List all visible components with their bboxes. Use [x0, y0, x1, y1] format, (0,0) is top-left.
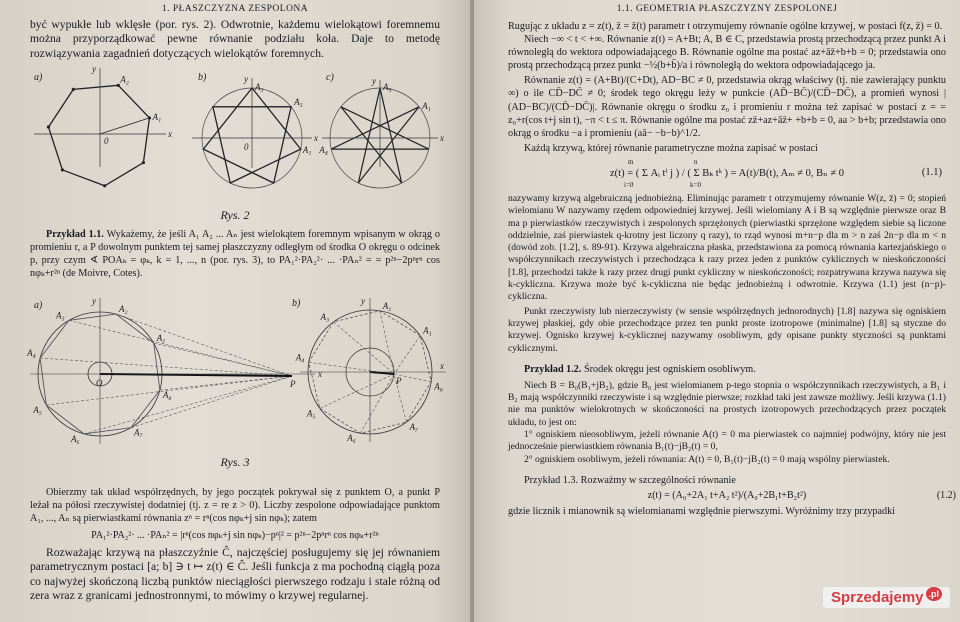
fig3b-segment	[394, 336, 420, 374]
fig3b-a6: A₆	[347, 433, 356, 444]
fig3b-tag: b)	[292, 298, 301, 309]
fig2c-y-label: y	[372, 76, 376, 86]
example-1-3	[508, 474, 946, 487]
fig3a-a6: A₆	[70, 433, 80, 444]
fig2a-vertex	[103, 184, 106, 187]
figure-2	[30, 64, 444, 202]
fig2a-x-label: x	[168, 129, 172, 139]
right-p1: Rugując z układu z = z(t), z̄ = z̄(t) parametr t otrzymujemy równanie ogólne krzywej, w postaci f(z, z̄) = 0.	[508, 21, 943, 32]
watermark-suffix: .pl	[926, 587, 943, 601]
fig3a-O: O	[96, 378, 103, 388]
fig2a-y-label: y	[92, 64, 96, 74]
left-page	[0, 0, 470, 622]
fig3a-a4: A₄	[27, 347, 36, 358]
fig2b-tag: b)	[198, 72, 207, 83]
fig2b-origin: 0	[244, 142, 249, 152]
right-p3: Równanie z(t) = (A+Bt)/(C+Dt), AD−BC ≠ 0, przedstawia okrąg właściwy (tj. nie zawierający punktu ∞) o ile CD̄−DC̄ ≠ 0; środek tego okręgu leży w punkcie (AD̄−BC̄)/(CD̄−DC̄), a promień wynosi |(AD−BC)/(CD̄−DC̄)|. Równanie okręgu o środku z₀ i promieniu r można też zapisać w postaci z = = z₀+r(cos t+j sin t), −π < t ≤ π. Równanie ogólne ma postać zz̄+az+āz̄+ +b+b = 0, aa > b+b; przedstawia ono okrąg o środku −a i promieniu (aā− −b−b)^1/2.	[508, 75, 946, 139]
example-1-2	[508, 363, 946, 376]
fig3a-a7: A₇	[134, 427, 143, 438]
fig2c-x-label: x	[440, 133, 444, 143]
fig2a-vertex	[72, 88, 75, 91]
right-p4: Każdą krzywą, której równanie parametryczne można zapisać w postaci	[524, 142, 818, 154]
right-p2: Niech −∞ < t < +∞. Równanie z(t) = A+Bt; A, B ∈ C, przedstawia prostą przechodzącą przez punkt A i równoległą do wektora odpowiadającego B. Równanie ogólne ma postać az+āz̄+b+b = 0; przedstawia ono prostą przechodzącą przez punkt −½(b+b̄)/a i równoległą do wektora odpowiadającego ja.	[508, 34, 946, 72]
right-p6: Punkt rzeczywisty lub nierzeczywisty (w sensie współrzędnych jednorodnych) [1.8] nazywa się ogniskiem krzywej płaskiej, gdy obie przechodzące przez ten punkt proste izotropowe (minimalne) [1.8] są styczne do krzywej. Ognisko krzywej k-cyklicznej nazywamy osobliwym, gdy opisane punkty styczności są punktami cyklicznymi.	[508, 305, 946, 354]
equation-1-1-sum-upper-n: n	[694, 157, 698, 166]
right-last-line: gdzie licznik i mianownik są wielomianami względnie pierwszymi. Wyróżnimy trzy przypadki	[508, 506, 896, 518]
equation-1-2	[508, 490, 956, 502]
fig2a-A2: A₂	[120, 74, 129, 85]
fig3a-segment	[69, 320, 292, 376]
fig3a-segment	[84, 376, 292, 434]
example-1-1-title: Przykład 1.1.	[46, 229, 104, 240]
equation-1-2-body: z(t) = (A₀+2A₁ t+A₂ t²)/(A₀+2B₁t+B₂t²)	[647, 490, 807, 502]
fig3a-segment	[154, 343, 292, 376]
fig3b-a3: A₃	[320, 311, 330, 322]
equation-1-1-sum-upper-m: m	[628, 157, 634, 166]
fig3b-a5: A₅	[306, 408, 316, 419]
fig3a-tag: a)	[34, 300, 43, 311]
fig3a-a1: A₁	[156, 333, 166, 343]
right-p7: Niech B = B₀(B₁+jB₂), gdzie B₀ jest wielomianem p-tego stopnia o współczynnikach rzeczywistych, a B₁ i B₂ mają współczynniki rzeczywiste i są względnie pierwsze; rozkład taki jest zawsze możliwy. Jeśli krzywa (1.1) nie ma punktów wielokrotnych w skończoności na prostych izotropowych przechodzących przez początek układu, to jest on:	[508, 379, 946, 428]
fig3b-y-label: y	[361, 296, 365, 306]
fig3b-segment	[320, 374, 394, 408]
fig3b-segment	[360, 374, 394, 433]
equation-1-1-sum-lower-k: k=0	[690, 180, 701, 189]
fig2b-A1: A₁	[302, 145, 312, 156]
equation-1-1-sum-lower-i: i=0	[624, 180, 634, 189]
fig3a-x-label: x	[318, 369, 322, 379]
fig2a-vertex	[148, 116, 151, 119]
right-p9: 2° ogniskiem osobliwym, jeżeli równania: A(t) = 0, B₁(t)−jB₂(t) = 0 mają wspólny pierwiastek.	[524, 453, 890, 465]
sprzedajemy-watermark	[823, 587, 950, 608]
fig2-caption: Rys. 2	[220, 208, 250, 222]
right-page	[474, 0, 960, 622]
example-1-1-text: Wykażemy, że jeśli A₁ A₂ ... Aₙ jest wielokątem foremnym wpisanym w okrąg o promieniu r, a P dowolnym punktem tej samej płaszczyzny odległym od środka O okręgu o odcinek p, przy czym ∢ POAₖ = φₖ, k = 1, ..., n (por. rys. 3), to PA₁²·PA₂²· ... ·PAₙ² = = p²ⁿ−2pⁿrⁿ cos nφₖ+r²ⁿ (de Moivre, Cotes).	[30, 229, 440, 280]
left-formula: PA₁²·PA₂²· ... ·PAₙ² = |rⁿ(cos nφₖ+j sin nφₖ)−pⁿ|² = p²ⁿ−2pⁿrⁿ cos nφₖ+r²ⁿ	[91, 530, 379, 541]
fig3a-P: P	[290, 379, 296, 389]
fig2c-A1: A₁	[422, 100, 431, 111]
example-1-3-title: Przykład 1.3.	[524, 474, 579, 486]
fig2b-y-label: y	[244, 74, 248, 84]
example-1-2-text: Środek okręgu jest ogniskiem osobliwym.	[584, 363, 756, 375]
example-1-2-title: Przykład 1.2.	[524, 363, 582, 375]
fig3b-segment	[380, 311, 394, 374]
fig2a-tag: a)	[34, 72, 43, 83]
fig2a-radius	[100, 118, 149, 134]
fig3a-segment	[116, 314, 292, 376]
fig2c-tag: c)	[326, 72, 334, 83]
example-1-1	[30, 228, 440, 280]
left-para-1: Obierzmy tak układ współrzędnych, by jego początek pokrywał się z punktem O, a punkt P leżał na półosi rzeczywistej dodatniej (tj. z = re z > 0). Liczby zespolone odpowiadające punktom A₁, ..., Aₙ są pierwiastkami równania zⁿ = rⁿ(cos nφₖ+j sin nφₖ); zatem	[30, 487, 440, 525]
example-1-3-text: Rozważmy w szczególności równanie	[580, 474, 736, 486]
fig3a-a5: A₅	[33, 405, 42, 415]
fig2a-vertex	[142, 161, 145, 164]
figure-3	[27, 294, 444, 444]
equation-1-1-number: (1.1)	[921, 166, 942, 178]
right-running-head: 1.1. GEOMETRIA PŁASZCZYZNY ZESPOLONEJ	[616, 4, 838, 14]
equation-1-1	[508, 157, 946, 189]
fig3b-a1: A₁	[423, 325, 432, 336]
fig3b-x-label: x	[440, 361, 444, 371]
right-p8: 1° ogniskiem nieosobliwym, jeżeli równanie A(t) = 0 ma pierwiastek co najmniej podwójny, który nie jest jednocześnie pierwiastkiem równania B₁(t)−jB₂(t) = 0,	[508, 429, 946, 453]
fig2a-origin: 0	[104, 136, 109, 146]
fig2b-A3: A₃	[255, 82, 264, 92]
fig3a-segment	[40, 358, 292, 376]
fig3b-a2: A₂	[382, 300, 392, 311]
fig3-caption: Rys. 3	[220, 455, 250, 469]
fig3a-y-label: y	[92, 296, 96, 306]
fig2a-A1: A₁	[152, 111, 162, 122]
fig2b-x-label: x	[314, 133, 318, 143]
fig3a-a2: A₂	[119, 304, 128, 315]
watermark-text: Sprzedajemy	[830, 589, 924, 606]
fig2c-A5: A₅	[383, 82, 392, 92]
equation-1-2-number: (1.2)	[936, 490, 956, 502]
equation-1-1-body: z(t) = ( Σ Aᵢ tⁱ j ) / ( Σ Bₖ tᵏ ) = A(t)/B(t), Aₘ ≠ 0, Bₙ ≠ 0	[610, 167, 844, 179]
fig3b-a8: A₈	[434, 381, 443, 392]
fig3b-P: P	[396, 376, 402, 386]
right-p5: nazywamy krzywą algebraiczną jednobieżną. Eliminując parametr t otrzymujemy równanie W(z, z̄) = 0; stopień wielomianu W nazywamy rzędem odpowiedniej krzywej. Jeśli wielomiany A i B są względnie pierwsze oraz B ma p pierwiastków rzeczywistych i zespolonych sprzężonych (pierwiastki sprzężone względem siebie są liczone oddzielnie, zaś pierwiastek q-krotny jest liczony q razy), to rząd wynosi m+n−p dla m > n zaś 2n−p dla m < n (dowód zob. [1.2], s. 89-91). Krzywa algebraiczna płaska, przedstawiona za pomocą równania kartezjańskiego o współczynnikach rzeczywistych i przechodząca k razy przez jeden z punktów cyklicznych w nieskończoności [1.8], przechodzi także k razy przez drugi punkt cykliczny w nieskończoności; rozpatrywana krzywa nazywa się k-cykliczna. Krzywa może być k-cykliczna nie będąc jednobieżną i odwrotnie. Krzywa (1.1) jest (n−p)-cykliczna.	[508, 192, 946, 303]
fig3a-segment	[160, 376, 292, 390]
fig2a-vertex	[61, 168, 64, 171]
fig2c-A4: A₄	[319, 145, 328, 156]
fig3a-a8: A₈	[162, 390, 172, 401]
fig3b-segment	[334, 322, 394, 374]
left-para-2: Rozważając krzywą na płaszczyźnie Ĉ, najczęściej posługujemy się jej równaniem parametrycznym postaci [a; b] ∋ t ↦ z(t) ∈ Ĉ. Jeśli funkcja z ma pochodną ciągłą poza co najwyżej skończoną liczbą punktów nieciągłości pierwszego rodzaju i stale różną od zera wraz z granicami jednostronnymi, to mówimy o krzywej regularnej.	[30, 546, 440, 602]
fig2b-A5: A₅	[294, 96, 303, 107]
left-intro: być wypukłe lub wklęsłe (por. rys. 2). Odwrotnie, każdemu wielokątowi foremnemu można przyporządkować pewne równanie podziału koła. Daje to metodę rozwiązywania zagadnień dotyczących wielokątów foremnych.	[30, 18, 440, 60]
fig3a-a3: A₃	[56, 310, 65, 321]
fig2a-vertex	[47, 125, 50, 128]
fig3b-a4: A₄	[295, 352, 305, 363]
left-running-head: 1. PŁASZCZYZNA ZESPOLONA	[161, 4, 309, 14]
fig3b-a7: A₇	[409, 422, 419, 433]
